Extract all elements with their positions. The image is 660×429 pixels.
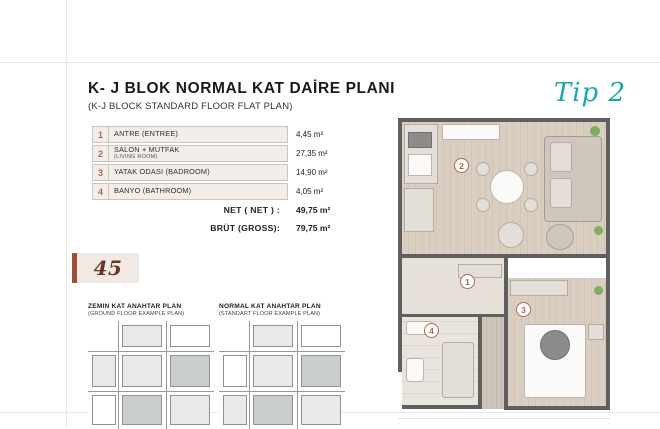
- key-plan-header-ground: [88, 303, 209, 317]
- wall-right-lower: [606, 278, 610, 410]
- balcony-floor: [482, 317, 504, 409]
- title-block: [88, 80, 395, 112]
- armchair: [546, 224, 574, 250]
- key-plan-headers: [88, 303, 350, 317]
- chair: [476, 198, 490, 212]
- room-marker-2: 2: [454, 158, 469, 173]
- legend-room-area: 14,90 m²: [296, 168, 328, 177]
- legend-room-name-tr: BANYO (BATHROOM): [114, 186, 192, 196]
- legend-room-area: 4,05 m²: [296, 187, 324, 196]
- chair: [476, 162, 490, 176]
- page-subtitle: (K-J BLOCK STANDARD FLOOR FLAT PLAN): [88, 101, 293, 112]
- room-legend-table: [92, 126, 350, 236]
- kitchen-sink: [408, 154, 432, 176]
- page-number: 45: [93, 256, 123, 280]
- legend-room-number: 1: [92, 126, 109, 143]
- key-plan-title: ZEMIN KAT ANAHTAR PLAN: [88, 303, 182, 310]
- legend-room-name: [109, 145, 288, 162]
- sofa-cushion: [550, 178, 572, 208]
- legend-room-name-en: (LIVING ROOM): [114, 154, 158, 161]
- legend-room-name: [109, 164, 288, 181]
- legend-room-name-tr: YATAK ODASI (BADROOM): [114, 167, 210, 177]
- legend-room-name: [109, 126, 288, 143]
- legend-row: [92, 183, 350, 200]
- legend-room-number: 4: [92, 183, 109, 200]
- sofa-cushion: [550, 142, 572, 172]
- legend-room-number: 2: [92, 145, 109, 162]
- key-plans-section: [88, 303, 350, 429]
- key-plan-standard-diagram: [219, 321, 340, 429]
- armchair: [498, 222, 524, 248]
- key-plan-title: NORMAL KAT ANAHTAR PLAN: [219, 303, 321, 310]
- frame-line-left: [66, 0, 67, 427]
- key-plan-header-standard: [219, 303, 340, 317]
- room-marker-1: 1: [460, 274, 475, 289]
- legend-row: [92, 126, 350, 143]
- total-gross-label: BRÜT (GROSS):: [210, 223, 280, 233]
- legend-row: [92, 145, 350, 162]
- legend-room-name: [109, 183, 288, 200]
- total-net-value: 49,75 m²: [296, 205, 331, 215]
- legend-room-name-tr: ANTRE (ENTREE): [114, 129, 179, 139]
- floor-plan-drawing: [398, 118, 626, 410]
- legend-room-number: 3: [92, 164, 109, 181]
- key-plan-figures: [88, 321, 350, 429]
- plant-icon: [594, 286, 603, 295]
- key-plan-subtitle: (STANDART FLOOR EXAMPLE PLAN): [219, 311, 321, 317]
- frame-line-top: [0, 62, 660, 63]
- total-net-label: NET ( NET ) :: [223, 205, 280, 215]
- legend-room-area: 27,35 m²: [296, 149, 328, 158]
- kitchen-cabinet: [404, 188, 434, 232]
- wardrobe-bedroom: [510, 280, 568, 296]
- bed-pillows: [540, 330, 570, 360]
- wall-bath-bottom: [402, 405, 482, 409]
- room-marker-3: 3: [516, 302, 531, 317]
- dimension-line: [398, 418, 610, 419]
- legend-room-area: 4,45 m²: [296, 130, 324, 139]
- legend-total-net: [92, 202, 350, 218]
- wall-bottom-bedroom: [504, 406, 610, 410]
- plan-type-label: Tip 2: [553, 78, 626, 108]
- total-gross-value: 79,75 m²: [296, 223, 331, 233]
- key-plan-ground-diagram: [88, 321, 209, 429]
- plant-icon: [594, 226, 603, 235]
- nightstand: [588, 324, 604, 340]
- key-plan-subtitle: (GROUND FLOOR EXAMPLE PLAN): [88, 311, 185, 317]
- room-marker-4: 4: [424, 323, 439, 338]
- legend-total-gross: [92, 220, 350, 236]
- wall-right-upper: [606, 118, 610, 278]
- kitchen-appliance: [408, 132, 432, 148]
- chair: [524, 162, 538, 176]
- chair: [524, 198, 538, 212]
- page-number-badge: [72, 253, 139, 283]
- page-title: K- J BLOK NORMAL KAT DAİRE PLANI: [88, 80, 396, 97]
- legend-row: [92, 164, 350, 181]
- kitchen-upper-cabinet: [442, 124, 500, 140]
- legend-room-name-tr: SALON + MUTFAK: [114, 145, 180, 155]
- shower-fixture: [442, 342, 474, 398]
- toilet-fixture: [406, 358, 424, 382]
- dining-table: [490, 170, 524, 204]
- plant-icon: [590, 126, 600, 136]
